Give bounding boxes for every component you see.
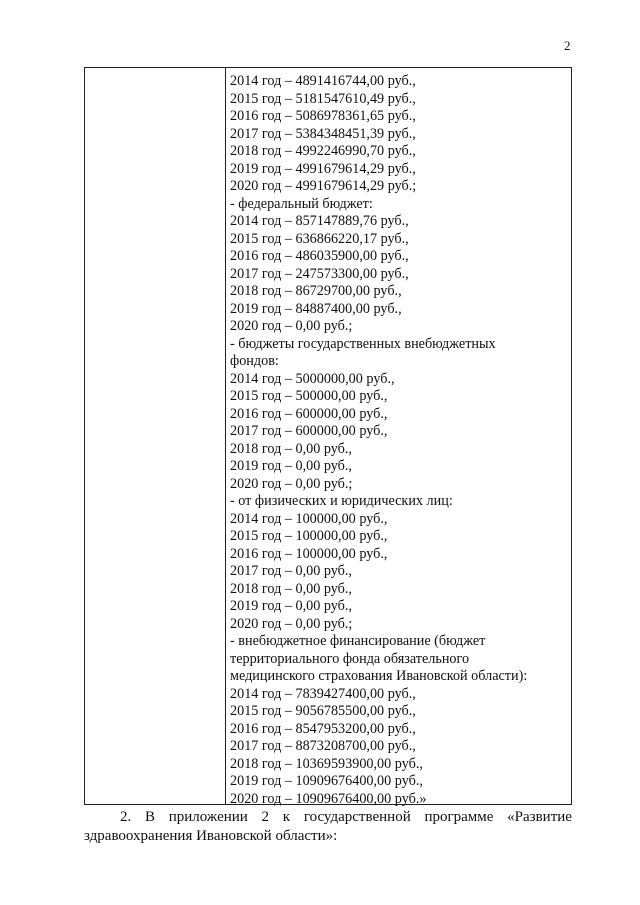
table-line: - от физических и юридических лиц:	[230, 493, 453, 509]
table-line: 2019 год – 84887400,00 руб.,	[230, 300, 402, 317]
table-line: 2016 год – 486035900,00 руб.,	[230, 248, 409, 264]
paragraph-line-1	[84, 808, 572, 827]
table-line: 2015 год – 500000,00 руб.,	[230, 388, 388, 404]
table-line: 2017 год – 8873208700,00 руб.,	[230, 738, 416, 754]
table-line: 2015 год – 9056785500,00 руб.,	[230, 703, 416, 719]
paragraph-line-2: здравоохранения Ивановской области»:	[84, 828, 338, 844]
table-line: 2019 год – 0,00 руб.,	[230, 598, 352, 614]
table-line: 2020 год – 0,00 руб.;	[230, 475, 353, 492]
page-number: 2	[564, 38, 571, 53]
paragraph-word: к	[282, 809, 291, 825]
table-line: 2014 год – 100000,00 руб.,	[230, 510, 388, 527]
table-line: 2020 год – 10909676400,00 руб.»	[230, 790, 427, 807]
table-line: территориального фонда обязательного	[230, 650, 470, 667]
paragraph-word: 2.	[120, 809, 132, 825]
paragraph-word: государственной	[303, 809, 411, 825]
table-line: - внебюджетное финансирование (бюджет	[230, 633, 486, 649]
table-line: 2016 год – 5086978361,65 руб.,	[230, 108, 416, 124]
funding-table	[84, 67, 572, 805]
funding-cell	[230, 73, 567, 808]
paragraph-word: программе	[424, 809, 494, 825]
table-line: медицинского страхования Ивановской области):	[230, 668, 528, 684]
table-line: 2018 год – 10369593900,00 руб.,	[230, 755, 423, 772]
paragraph-word: приложении	[168, 809, 248, 825]
table-line: 2018 год – 86729700,00 руб.,	[230, 283, 402, 299]
table-line: 2016 год – 100000,00 руб.,	[230, 545, 388, 562]
table-line: фондов:	[230, 353, 279, 369]
table-line: 2020 год – 4991679614,29 руб.;	[230, 178, 417, 194]
table-line: 2018 год – 0,00 руб.,	[230, 580, 352, 597]
table-line: - федеральный бюджет:	[230, 195, 373, 212]
table-line: 2014 год – 4891416744,00 руб.,	[230, 73, 416, 89]
table-line: 2016 год – 600000,00 руб.,	[230, 405, 388, 422]
table-line: 2017 год – 247573300,00 руб.,	[230, 265, 409, 282]
paragraph-word: 2	[261, 809, 270, 825]
table-line: 2019 год – 0,00 руб.,	[230, 458, 352, 474]
paragraph-word: В	[144, 809, 155, 825]
table-line: 2018 год – 4992246990,70 руб.,	[230, 143, 416, 159]
table-line: - бюджеты государственных внебюджетных	[230, 335, 496, 352]
table-line: 2019 год – 4991679614,29 руб.,	[230, 160, 416, 177]
table-line: 2017 год – 0,00 руб.,	[230, 563, 352, 579]
table-line: 2014 год – 7839427400,00 руб.,	[230, 685, 416, 702]
table-line: 2015 год – 636866220,17 руб.,	[230, 230, 409, 247]
table-line: 2017 год – 5384348451,39 руб.,	[230, 125, 416, 142]
table-line: 2020 год – 0,00 руб.;	[230, 615, 353, 632]
table-line: 2018 год – 0,00 руб.,	[230, 440, 352, 457]
amendment-paragraph	[84, 808, 572, 846]
column-divider	[225, 68, 226, 804]
table-line: 2019 год – 10909676400,00 руб.,	[230, 773, 423, 789]
table-line: 2015 год – 100000,00 руб.,	[230, 528, 388, 544]
paragraph-word: «Развитие	[507, 809, 572, 825]
table-line: 2020 год – 0,00 руб.;	[230, 318, 353, 334]
table-line: 2017 год – 600000,00 руб.,	[230, 423, 388, 439]
table-line: 2014 год – 857147889,76 руб.,	[230, 213, 409, 229]
table-line: 2016 год – 8547953200,00 руб.,	[230, 720, 416, 737]
table-line: 2014 год – 5000000,00 руб.,	[230, 370, 395, 387]
table-line: 2015 год – 5181547610,49 руб.,	[230, 90, 416, 107]
